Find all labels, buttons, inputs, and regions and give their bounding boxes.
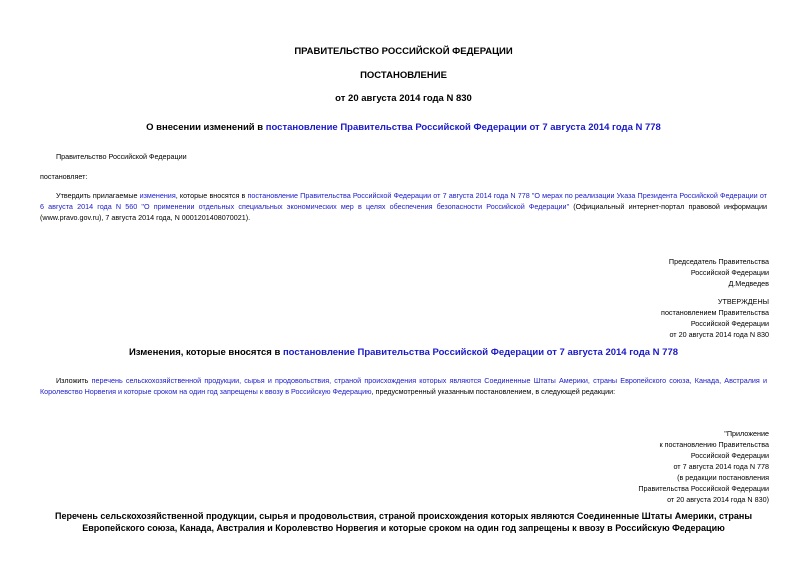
signature-line-2: Российской Федерации	[690, 268, 769, 277]
changes-title	[0, 347, 807, 358]
approved-line-4: от 20 августа 2014 года N 830	[669, 330, 769, 339]
appendix-line-7: от 20 августа 2014 года N 830)	[667, 495, 769, 504]
subject-text: Правительство Российской Федерации	[56, 152, 187, 161]
signature-line-1: Председатель Правительства	[668, 257, 769, 266]
appendix-line-5: (в редакции постановления	[677, 473, 769, 482]
changes-link[interactable]: изменения	[139, 191, 176, 200]
title-link[interactable]: постановление Правительства Российской Федерации от 7 августа 2014 года N 778	[265, 122, 661, 133]
p1-text-c: (Официальный интернет-портал правовой информации (www.pravo.gov.ru), 7 августа 2014 года, N 0001201408070021).	[40, 201, 767, 222]
resolution-778-link[interactable]: постановление Правительства Российской Федерации от 7 августа 2014 года N 778 "О мерах по реализации Указа Президента Российской Федерации от 6 августа 2014 года N 560 "О применении отдельных специальных экономических мер в целях обеспечения безопасности Российской Федерации"	[40, 191, 767, 211]
signature-line-3: Д.Медведев	[728, 279, 769, 288]
appendix-line-6: Правительства Российской Федерации	[638, 484, 769, 493]
list-title: Перечень сельскохозяйственной продукции, сырья и продовольствия, страной происхождения которых являются Соединенные Штаты Америки, страны Европейского союза, Канада, Австралия и Королевство Норвегия и которые сроком на один год запрещены к ввозу в Российскую Федерацию	[54, 511, 753, 533]
approved-line-1: УТВЕРЖДЕНЫ	[717, 297, 769, 306]
doc-date-number: от 20 августа 2014 года N 830	[335, 93, 472, 104]
appendix-line-4: от 7 августа 2014 года N 778	[673, 462, 769, 471]
changes-title-link[interactable]: постановление Правительства Российской Федерации от 7 августа 2014 года N 778	[282, 347, 679, 358]
signature-block	[669, 256, 769, 289]
appendix-line-3: Российской Федерации	[690, 451, 769, 460]
document-title	[0, 122, 807, 133]
main-paragraph	[40, 191, 767, 223]
changes-title-prefix: Изменения, которые вносятся в	[128, 347, 283, 358]
approved-block	[661, 296, 769, 340]
p1-text-a: Утвердить прилагаемые	[56, 191, 140, 200]
changes-paragraph	[40, 376, 767, 398]
appendix-block	[638, 428, 769, 505]
product-list-link[interactable]: перечень сельскохозяйственной продукции, сырья и продовольствия, страной происхождения которых являются Соединенные Штаты Америки, страны Европейского союза, Канада, Австралия и Королевство Норвегия и которые сроком на один год запрещены к ввозу в Российскую Федерацию	[40, 376, 768, 396]
approved-line-3: Российской Федерации	[690, 319, 769, 328]
appendix-line-1: "Приложение	[724, 429, 769, 438]
p1-text-b: , которые вносятся в	[175, 191, 248, 200]
changes-text-a: Изложить	[56, 376, 92, 385]
government-heading: ПРАВИТЕЛЬСТВО РОССИЙСКОЙ ФЕДЕРАЦИИ	[294, 46, 513, 57]
appendix-line-2: к постановлению Правительства	[659, 440, 769, 449]
doc-type-heading: ПОСТАНОВЛЕНИЕ	[360, 70, 447, 81]
title-prefix: О внесении изменений в	[146, 122, 266, 133]
approved-line-2: постановлением Правительства	[661, 308, 769, 317]
decides-text: постановляет:	[40, 172, 88, 181]
changes-text-b: , предусмотренный указанным постановлением, в следующей редакции:	[371, 386, 616, 396]
